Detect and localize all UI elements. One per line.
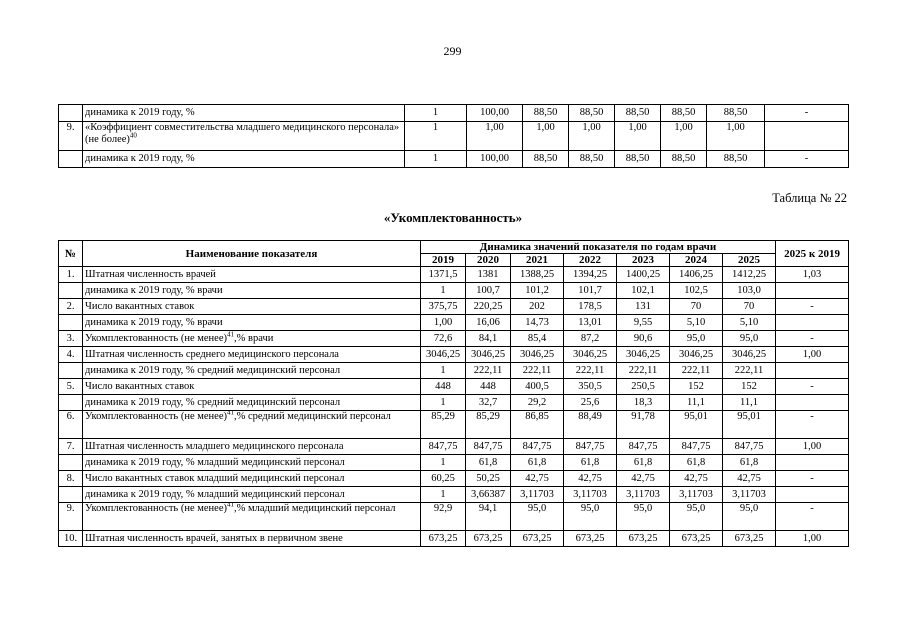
row-name-tail: ,% врачи [234,332,274,344]
row-name-text: Штатная численность младшего медицинского персонала [85,440,344,452]
value-cell: 152 [723,379,776,395]
row-number [59,315,83,331]
value-cell: 1,00 [707,122,765,151]
value-cell: 400,5 [511,379,564,395]
last-cell [776,315,849,331]
value-cell: 847,75 [723,439,776,455]
value-cell: 88,50 [569,151,615,168]
value-cell: 95,0 [617,503,670,531]
value-cell: 16,06 [466,315,511,331]
row-name-text: динамика к 2019 году, % средний медицинский персонал [85,364,341,376]
row-name-text: Штатная численность среднего медицинского персонала [85,348,339,360]
top-table [58,104,849,168]
value-cell: 222,11 [723,363,776,379]
row-name-text: Число вакантных ставок [85,380,195,392]
value-cell: 101,7 [564,283,617,299]
value-cell: 88,50 [615,105,661,122]
value-cell: 1400,25 [617,267,670,283]
value-cell: 61,8 [564,455,617,471]
value-cell: 673,25 [723,531,776,547]
value-cell: 3,11703 [617,487,670,503]
value-cell: 1406,25 [670,267,723,283]
last-cell: - [765,105,849,122]
value-cell: 88,50 [661,151,707,168]
value-cell: 88,50 [707,151,765,168]
unit-cell: 1 [405,105,467,122]
value-cell: 88,49 [564,411,617,439]
row-name [83,151,405,168]
value-cell: 131 [617,299,670,315]
value-cell: 95,01 [670,411,723,439]
value-cell: 1 [421,283,466,299]
row-number [59,455,83,471]
last-cell: - [776,299,849,315]
value-cell: 847,75 [670,439,723,455]
table-row [59,299,849,315]
value-cell: 222,11 [564,363,617,379]
value-cell: 5,10 [723,315,776,331]
value-cell: 673,25 [564,531,617,547]
header-year: 2025 [723,254,776,267]
row-name-text: Укомплектованность (не менее) [85,411,227,422]
row-name [83,267,421,283]
row-number [59,151,83,168]
row-number [59,487,83,503]
row-name [83,122,405,151]
value-cell: 11,1 [670,395,723,411]
value-cell: 3046,25 [723,347,776,363]
value-cell: 847,75 [617,439,670,455]
header-name: Наименование показателя [83,241,421,267]
row-number: 9. [59,503,83,531]
value-cell: 87,2 [564,331,617,347]
row-number [59,363,83,379]
row-name-text: динамика к 2019 году, % средний медицинский персонал [85,396,341,408]
value-cell: 847,75 [466,439,511,455]
last-cell: - [776,471,849,487]
value-cell: 1 [421,487,466,503]
value-cell: 61,8 [670,455,723,471]
table-row [59,283,849,299]
value-cell: 103,0 [723,283,776,299]
value-cell: 673,25 [617,531,670,547]
last-cell [776,395,849,411]
value-cell: 92,9 [421,503,466,531]
last-cell: - [776,331,849,347]
value-cell: 70 [723,299,776,315]
row-name-text: «Коэффициент совместительства младшего медицинского персонала» (не более) [85,122,400,145]
table-row [59,347,849,363]
value-cell: 25,6 [564,395,617,411]
value-cell: 102,1 [617,283,670,299]
header-year: 2021 [511,254,564,267]
value-cell: 88,50 [661,105,707,122]
last-cell [776,363,849,379]
table-row [59,315,849,331]
value-cell: 448 [466,379,511,395]
value-cell: 202 [511,299,564,315]
value-cell: 88,50 [523,105,569,122]
value-cell: 3046,25 [670,347,723,363]
value-cell: 847,75 [511,439,564,455]
value-cell: 42,75 [723,471,776,487]
table-row [59,379,849,395]
value-cell: 95,01 [723,411,776,439]
value-cell: 42,75 [511,471,564,487]
table-row [59,531,849,547]
row-number: 5. [59,379,83,395]
value-cell: 42,75 [564,471,617,487]
row-name-text: Укомплектованность (не менее) [85,503,227,514]
value-cell: 91,78 [617,411,670,439]
table-row [59,455,849,471]
value-cell: 50,25 [466,471,511,487]
row-name [83,105,405,122]
value-cell: 1381 [466,267,511,283]
table-row [59,395,849,411]
value-cell: 95,0 [670,503,723,531]
table-row [59,105,849,122]
value-cell: 152 [670,379,723,395]
table-caption: Таблица № 22 [772,191,847,205]
row-number: 7. [59,439,83,455]
value-cell: 1412,25 [723,267,776,283]
table-row [59,487,849,503]
value-cell: 72,6 [421,331,466,347]
row-name [83,331,421,347]
value-cell: 85,4 [511,331,564,347]
value-cell: 95,0 [670,331,723,347]
value-cell: 222,11 [466,363,511,379]
row-number [59,283,83,299]
row-name [83,411,421,439]
value-cell: 3,11703 [511,487,564,503]
footnote-ref: 41 [227,502,234,509]
value-cell: 88,50 [707,105,765,122]
row-name-text: динамика к 2019 году, % врачи [85,316,223,328]
last-cell: 1,00 [776,531,849,547]
value-cell: 14,73 [511,315,564,331]
row-name-text: динамика к 2019 году, % младший медицинский персонал [85,488,345,500]
last-cell: - [776,503,849,531]
value-cell: 1,00 [523,122,569,151]
value-cell: 94,1 [466,503,511,531]
header-last: 2025 к 2019 [776,241,849,267]
footnote-ref: 41 [227,330,234,338]
row-name [83,379,421,395]
value-cell: 222,11 [617,363,670,379]
row-name [83,283,421,299]
row-name-text: динамика к 2019 году, % [85,153,195,164]
value-cell: 61,8 [511,455,564,471]
value-cell: 95,0 [564,503,617,531]
row-number: 1. [59,267,83,283]
value-cell: 5,10 [670,315,723,331]
row-name-text: Число вакантных ставок [85,300,195,312]
row-name-tail: ,% младший медицинский персонал [234,503,396,514]
value-cell: 847,75 [564,439,617,455]
row-name [83,395,421,411]
value-cell: 3,11703 [670,487,723,503]
row-name-text: динамика к 2019 году, % [85,107,195,118]
row-number: 4. [59,347,83,363]
value-cell: 222,11 [511,363,564,379]
value-cell: 1,00 [569,122,615,151]
table-title: «Укомплектованность» [383,210,523,225]
last-cell: - [765,151,849,168]
value-cell: 42,75 [670,471,723,487]
row-number: 3. [59,331,83,347]
table-row [59,503,849,531]
value-cell: 3,66387 [466,487,511,503]
value-cell: 3046,25 [511,347,564,363]
value-cell: 13,01 [564,315,617,331]
value-cell: 61,8 [466,455,511,471]
value-cell: 220,25 [466,299,511,315]
value-cell: 3,11703 [723,487,776,503]
header-year: 2019 [421,254,466,267]
value-cell: 3046,25 [466,347,511,363]
value-cell: 1 [421,395,466,411]
last-cell [776,487,849,503]
value-cell: 101,2 [511,283,564,299]
last-cell: - [776,411,849,439]
last-cell: 1,03 [776,267,849,283]
value-cell: 1 [421,363,466,379]
row-number: 6. [59,411,83,439]
row-name [83,315,421,331]
value-cell: 375,75 [421,299,466,315]
value-cell: 9,55 [617,315,670,331]
value-cell: 1388,25 [511,267,564,283]
value-cell: 86,85 [511,411,564,439]
row-number [59,105,83,122]
row-name [83,439,421,455]
row-name [83,471,421,487]
value-cell: 88,50 [615,151,661,168]
last-cell: 1,00 [776,347,849,363]
value-cell: 70 [670,299,723,315]
footnote-ref: 40 [129,131,137,140]
header-group: Динамика значений показателя по годам врачи [421,241,776,254]
value-cell: 222,11 [670,363,723,379]
header-year: 2024 [670,254,723,267]
value-cell: 18,3 [617,395,670,411]
value-cell: 61,8 [617,455,670,471]
value-cell: 350,5 [564,379,617,395]
value-cell: 178,5 [564,299,617,315]
value-cell: 60,25 [421,471,466,487]
value-cell: 100,7 [466,283,511,299]
unit-cell: 1 [405,122,467,151]
value-cell: 29,2 [511,395,564,411]
value-cell: 88,50 [523,151,569,168]
row-name-tail: ,% средний медицинский персонал [234,411,391,422]
value-cell: 1,00 [467,122,523,151]
value-cell: 250,5 [617,379,670,395]
row-name [83,363,421,379]
row-name-text: динамика к 2019 году, % врачи [85,284,223,296]
value-cell: 95,0 [511,503,564,531]
page-number: 299 [443,44,462,58]
table-row [59,267,849,283]
row-number: 8. [59,471,83,487]
value-cell: 11,1 [723,395,776,411]
value-cell: 61,8 [723,455,776,471]
value-cell: 88,50 [569,105,615,122]
value-cell: 32,7 [466,395,511,411]
value-cell: 1,00 [421,315,466,331]
value-cell: 85,29 [466,411,511,439]
row-name [83,299,421,315]
header-year: 2020 [466,254,511,267]
header-num: № [59,241,83,267]
value-cell: 1,00 [615,122,661,151]
row-name-text: Штатная численность врачей, занятых в первичном звене [85,532,343,544]
row-name [83,503,421,531]
value-cell: 3046,25 [421,347,466,363]
row-name-text: Штатная численность врачей [85,268,216,280]
table-row [59,331,849,347]
row-number: 2. [59,299,83,315]
last-cell [776,283,849,299]
value-cell: 847,75 [421,439,466,455]
value-cell: 1394,25 [564,267,617,283]
row-name [83,487,421,503]
header-year: 2022 [564,254,617,267]
value-cell: 102,5 [670,283,723,299]
value-cell: 1 [421,455,466,471]
value-cell: 3,11703 [564,487,617,503]
table-row [59,439,849,455]
table-row [59,411,849,439]
table-row [59,151,849,168]
table-row [59,122,849,151]
value-cell: 85,29 [421,411,466,439]
row-name [83,455,421,471]
unit-cell: 1 [405,151,467,168]
last-cell [776,455,849,471]
value-cell: 95,0 [723,503,776,531]
main-table [58,240,849,547]
value-cell: 673,25 [670,531,723,547]
row-name-text: динамика к 2019 году, % младший медицинский персонал [85,456,345,468]
value-cell: 100,00 [467,105,523,122]
value-cell: 1,00 [661,122,707,151]
header-year: 2023 [617,254,670,267]
row-number [59,395,83,411]
value-cell: 100,00 [467,151,523,168]
row-number: 9. [59,122,83,151]
value-cell: 673,25 [511,531,564,547]
row-name-text: Число вакантных ставок младший медицинский персонал [85,472,345,484]
row-name [83,531,421,547]
value-cell: 673,25 [466,531,511,547]
footnote-ref: 41 [227,410,234,417]
value-cell: 448 [421,379,466,395]
last-cell: 1,00 [776,439,849,455]
value-cell: 3046,25 [617,347,670,363]
last-cell: - [776,379,849,395]
value-cell: 3046,25 [564,347,617,363]
value-cell: 673,25 [421,531,466,547]
value-cell: 1371,5 [421,267,466,283]
value-cell: 90,6 [617,331,670,347]
row-name-text: Укомплектованность (не менее) [85,332,227,344]
row-number: 10. [59,531,83,547]
row-name [83,347,421,363]
last-cell [765,122,849,151]
value-cell: 42,75 [617,471,670,487]
value-cell: 84,1 [466,331,511,347]
table-row [59,363,849,379]
value-cell: 95,0 [723,331,776,347]
table-row [59,471,849,487]
